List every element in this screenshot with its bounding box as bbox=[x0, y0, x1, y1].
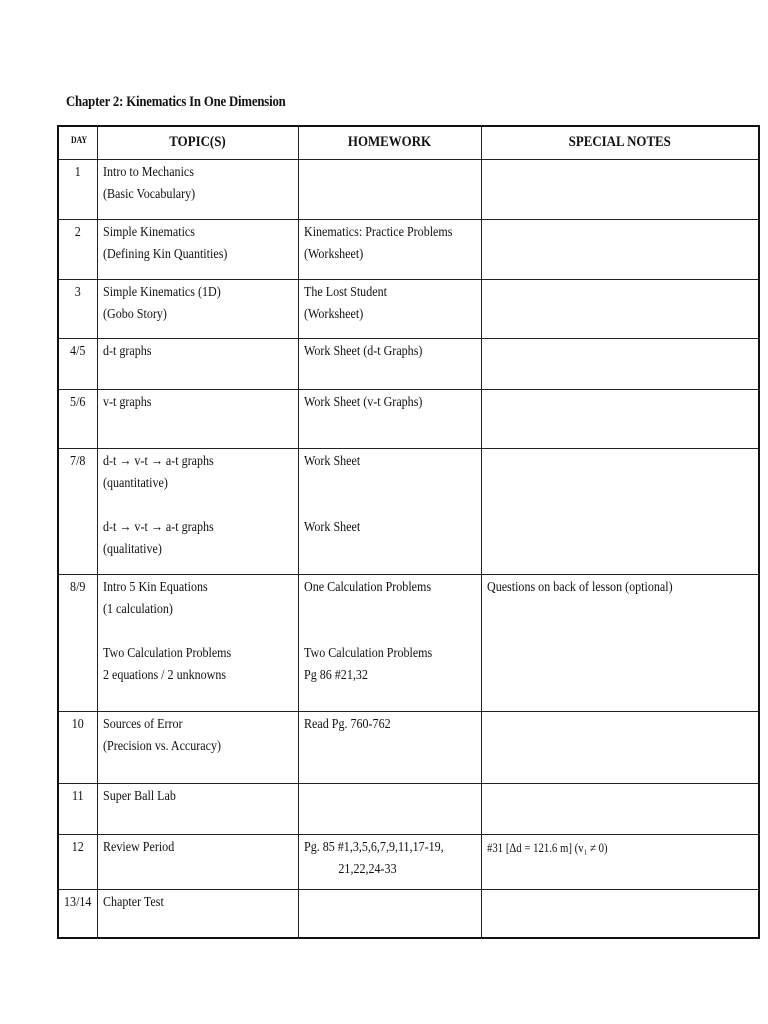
table-row bbox=[58, 890, 759, 938]
table-row bbox=[58, 220, 759, 280]
homework-cell: Read Pg. 760-762 bbox=[298, 712, 481, 784]
header-topics: TOPIC(S) bbox=[97, 126, 298, 160]
homework-cell: Pg. 85 #1,3,5,6,7,9,11,17-19, 21,22,24-33 bbox=[298, 835, 481, 890]
day-cell: 8/9 bbox=[58, 575, 97, 712]
day-cell: 12 bbox=[58, 835, 97, 890]
table-row bbox=[58, 160, 759, 220]
day-cell: 2 bbox=[58, 220, 97, 280]
table-row bbox=[58, 449, 759, 575]
topic-cell: Intro 5 Kin Equations (1 calculation) Two Calculation Problems 2 equations / 2 unknowns bbox=[97, 575, 298, 712]
homework-cell: Work Sheet (d-t Graphs) bbox=[298, 339, 481, 390]
notes-cell bbox=[481, 339, 759, 390]
table-row bbox=[58, 835, 759, 890]
homework-cell: One Calculation Problems Two Calculation Problems Pg 86 #21,32 bbox=[298, 575, 481, 712]
homework-cell bbox=[298, 784, 481, 835]
notes-cell bbox=[481, 784, 759, 835]
topic-cell: Sources of Error (Precision vs. Accuracy) bbox=[97, 712, 298, 784]
header-notes: SPECIAL NOTES bbox=[481, 126, 759, 160]
topic-cell: Intro to Mechanics (Basic Vocabulary) bbox=[97, 160, 298, 220]
day-cell: 4/5 bbox=[58, 339, 97, 390]
notes-cell bbox=[481, 160, 759, 220]
day-cell: 3 bbox=[58, 280, 97, 339]
homework-cell: The Lost Student (Worksheet) bbox=[298, 280, 481, 339]
notes-cell bbox=[481, 449, 759, 575]
homework-cell bbox=[298, 890, 481, 938]
homework-cell: Kinematics: Practice Problems (Worksheet) bbox=[298, 220, 481, 280]
document-title: Chapter 2: Kinematics In One Dimension bbox=[66, 94, 286, 110]
day-cell: 7/8 bbox=[58, 449, 97, 575]
topic-cell: v-t graphs bbox=[97, 390, 298, 449]
topic-cell: d-t → v-t → a-t graphs (quantitative) d-t → v-t → a-t graphs (qualitative) bbox=[97, 449, 298, 575]
notes-cell: #31 [Δd = 121.6 m] (v₁ ≠ 0) bbox=[481, 835, 759, 890]
table-row bbox=[58, 390, 759, 449]
notes-cell bbox=[481, 280, 759, 339]
homework-cell bbox=[298, 160, 481, 220]
day-cell: 10 bbox=[58, 712, 97, 784]
table-row bbox=[58, 784, 759, 835]
table-row bbox=[58, 575, 759, 712]
homework-cell: Work Sheet Work Sheet bbox=[298, 449, 481, 575]
notes-cell bbox=[481, 390, 759, 449]
day-cell: 11 bbox=[58, 784, 97, 835]
table-row bbox=[58, 339, 759, 390]
homework-cell: Work Sheet (v-t Graphs) bbox=[298, 390, 481, 449]
topic-cell: Simple Kinematics (Defining Kin Quantities) bbox=[97, 220, 298, 280]
topic-cell: d-t graphs bbox=[97, 339, 298, 390]
notes-cell: Questions on back of lesson (optional) bbox=[481, 575, 759, 712]
topic-cell: Review Period bbox=[97, 835, 298, 890]
day-cell: 1 bbox=[58, 160, 97, 220]
header-day: DAY bbox=[58, 126, 97, 160]
table-row bbox=[58, 712, 759, 784]
notes-cell bbox=[481, 712, 759, 784]
day-cell: 13/14 bbox=[58, 890, 97, 938]
topic-cell: Chapter Test bbox=[97, 890, 298, 938]
header-row bbox=[58, 126, 759, 160]
notes-cell bbox=[481, 890, 759, 938]
schedule-table bbox=[57, 125, 760, 939]
topic-cell: Simple Kinematics (1D) (Gobo Story) bbox=[97, 280, 298, 339]
day-cell: 5/6 bbox=[58, 390, 97, 449]
header-homework: HOMEWORK bbox=[298, 126, 481, 160]
topic-cell: Super Ball Lab bbox=[97, 784, 298, 835]
notes-cell bbox=[481, 220, 759, 280]
table-row bbox=[58, 280, 759, 339]
